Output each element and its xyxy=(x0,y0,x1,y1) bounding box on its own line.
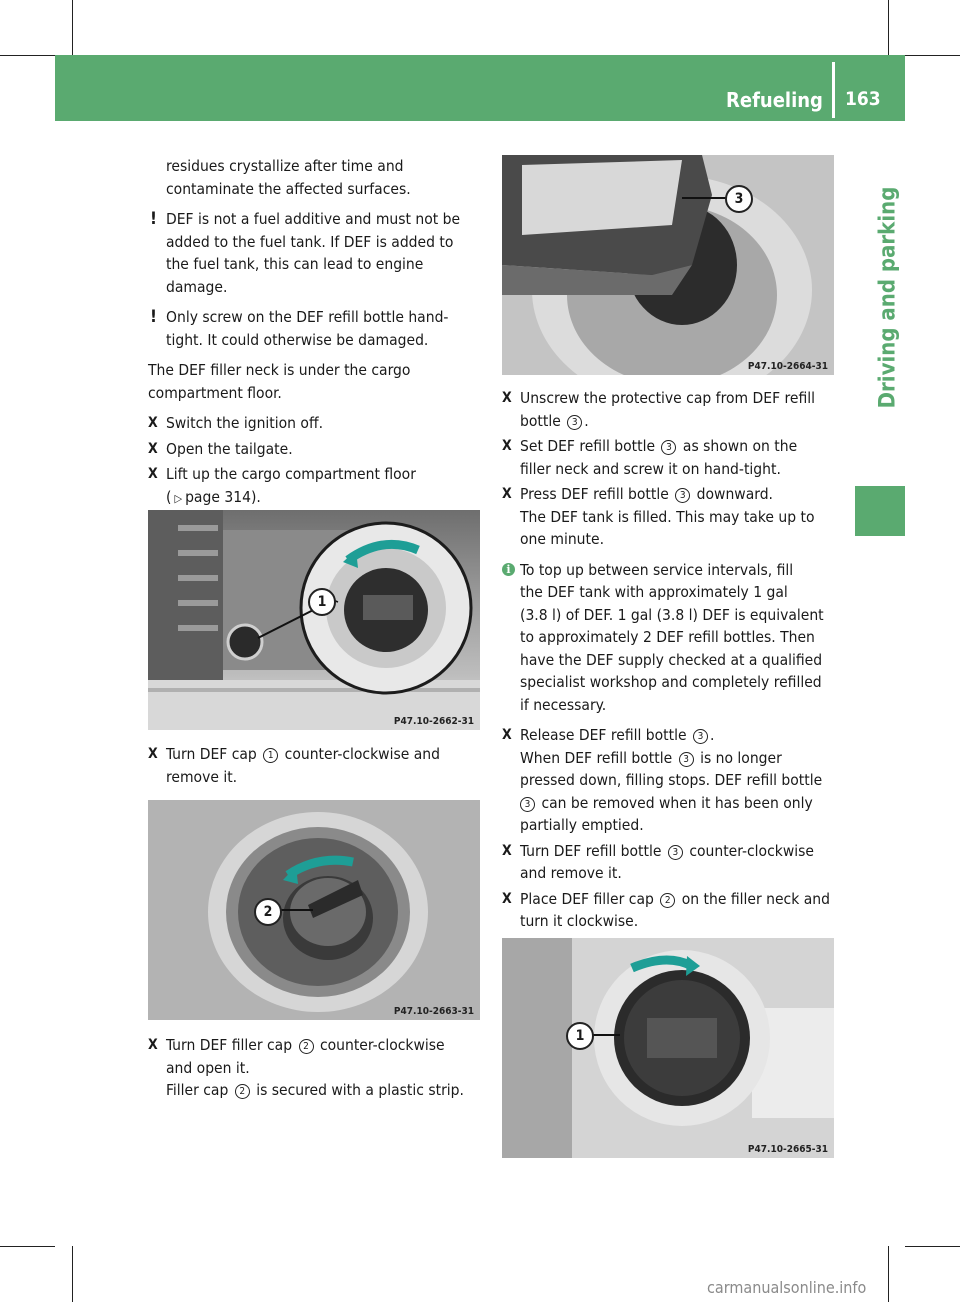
step-item: X Set DEF refill bottle 3 as shown on the filler neck and screw it on hand-tight. xyxy=(502,435,842,480)
text-line: To top up between service intervals, fill xyxy=(520,560,794,579)
step-item xyxy=(148,438,483,461)
page-number: 163 xyxy=(845,88,881,110)
warning-note xyxy=(148,306,483,351)
step-item: X Press DEF refill bottle 3 downward. The DEF tank is filled. This may take up to one minute. xyxy=(502,483,842,551)
step-marker-icon: X xyxy=(502,890,512,907)
page-ref-icon: ▷ xyxy=(174,491,183,505)
figure-refill-bottle xyxy=(502,155,834,375)
right-column-text xyxy=(502,387,842,933)
info-icon: i xyxy=(502,563,515,576)
text-line: remove it. xyxy=(166,767,238,786)
text-line: specialist workshop and completely refilled xyxy=(520,673,822,691)
crop-mark xyxy=(905,55,960,56)
chapter-tab xyxy=(858,140,904,470)
left-column-mid xyxy=(148,743,483,788)
figure-cargo-floor xyxy=(148,510,480,730)
text-line: turn it clockwise. xyxy=(520,912,639,930)
callout-2: 2 xyxy=(254,898,282,926)
step-item: X Turn DEF cap 1 counter-clockwise and remove it. xyxy=(148,743,483,788)
ref-number-2: 2 xyxy=(235,1084,250,1099)
left-column-top xyxy=(148,155,483,510)
ref-number-3: 3 xyxy=(567,415,582,430)
text-line: to approximately 2 DEF refill bottles. Then xyxy=(520,628,815,646)
step-item: X Unscrew the protective cap from DEF refill bottle 3 . xyxy=(502,387,842,432)
text-line: the DEF tank with approximately 1 gal xyxy=(520,583,788,601)
step-item xyxy=(148,412,483,435)
figure-code: P47.10-2662-31 xyxy=(393,716,474,727)
step-marker-icon: X xyxy=(502,438,512,454)
text-line: residues crystallize after time and xyxy=(166,157,404,175)
text-line: tight. It could otherwise be damaged. xyxy=(166,330,429,349)
section-title: Refueling xyxy=(726,88,823,112)
ref-number-3: 3 xyxy=(679,752,694,767)
crop-mark xyxy=(888,0,889,55)
text-line: contaminate the affected surfaces. xyxy=(166,179,411,198)
ref-number-3: 3 xyxy=(675,488,690,503)
figure-cap-closing xyxy=(502,938,834,1158)
warning-icon: ! xyxy=(150,209,157,229)
text-line: and remove it. xyxy=(520,864,622,882)
ref-number-1: 1 xyxy=(263,748,278,763)
step-item: X Release DEF refill bottle 3 . When DEF refill bottle 3 is no longer pressed down, filling stops. DEF refill bottle 3 can be removed when it has been only partially emptied. xyxy=(502,724,842,837)
text-line: if necessary. xyxy=(520,695,607,714)
text-line: The DEF tank is filled. This may take up to xyxy=(520,507,815,526)
step-marker-icon: X xyxy=(502,390,512,406)
text-line: Open the tailgate. xyxy=(166,439,293,458)
chapter-tab-marker xyxy=(855,486,905,536)
step-marker-icon: X xyxy=(148,746,158,762)
crop-mark xyxy=(72,1246,73,1302)
text-line: added to the fuel tank. If DEF is added to xyxy=(166,232,454,251)
callout-3: 3 xyxy=(725,185,753,213)
text-line: filler neck and screw it on hand-tight. xyxy=(520,459,781,478)
chapter-tab-label: Driving and parking xyxy=(875,186,901,409)
text-line: damage. xyxy=(166,277,228,296)
refill-bottle-illustration xyxy=(502,155,834,375)
ref-number-3: 3 xyxy=(661,440,676,455)
step-marker-icon: X xyxy=(148,440,158,457)
text-line: DEF is not a fuel additive and must not be xyxy=(166,210,461,228)
left-column-bottom xyxy=(148,1034,488,1102)
step-item: X Turn DEF filler cap 2 counter-clockwise and open it. Filler cap 2 is secured with a plastic strip. xyxy=(148,1034,488,1102)
page-reference[interactable]: ( ▷ page 314). xyxy=(166,487,261,506)
header-separator xyxy=(832,62,835,118)
text-line: Unscrew the protective cap from DEF refill xyxy=(520,389,816,407)
crop-mark xyxy=(905,1246,960,1247)
callout-1: 1 xyxy=(308,588,336,616)
step-marker-icon: X xyxy=(148,466,158,482)
crop-mark xyxy=(72,0,73,55)
text-line: pressed down, filling stops. DEF refill bottle xyxy=(520,771,823,789)
text-line: Switch the ignition off. xyxy=(166,414,323,432)
text-line: The DEF filler neck is under the cargo xyxy=(148,361,411,379)
warning-icon: ! xyxy=(150,307,157,327)
text-line: have the DEF supply checked at a qualified xyxy=(520,650,823,669)
step-marker-icon: X xyxy=(148,415,158,431)
ref-number-2: 2 xyxy=(299,1039,314,1054)
watermark: carmanualsonline.info xyxy=(707,1278,867,1297)
step-item: X Place DEF filler cap 2 on the filler neck and turn it clockwise. xyxy=(502,888,842,933)
text-line: Lift up the cargo compartment floor xyxy=(166,465,416,483)
callout-1: 1 xyxy=(566,1022,594,1050)
text-line: Only screw on the DEF refill bottle hand- xyxy=(166,308,449,326)
text-line: partially emptied. xyxy=(520,816,644,834)
info-note xyxy=(502,559,842,717)
step-marker-icon: X xyxy=(502,486,512,502)
warning-note xyxy=(148,208,483,298)
crop-mark xyxy=(0,55,55,56)
text-line: and open it. xyxy=(166,1058,250,1077)
text-line: one minute. xyxy=(520,530,604,548)
crop-mark xyxy=(0,1246,55,1247)
figure-code: P47.10-2663-31 xyxy=(393,1006,474,1017)
figure-filler-cap xyxy=(148,800,480,1020)
ref-number-3: 3 xyxy=(520,797,535,812)
text-line: compartment floor. xyxy=(148,383,282,402)
step-marker-icon: X xyxy=(148,1037,158,1053)
step-marker-icon: X xyxy=(502,727,512,743)
crop-mark xyxy=(888,1246,889,1302)
text-line: (3.8 l) of DEF. 1 gal (3.8 l) DEF is equivalent xyxy=(520,605,824,624)
step-marker-icon: X xyxy=(502,842,512,859)
step-item: X Turn DEF refill bottle 3 counter-clockwise and remove it. xyxy=(502,840,842,885)
figure-code: P47.10-2665-31 xyxy=(747,1144,828,1155)
text-line: the fuel tank, this can lead to engine xyxy=(166,255,424,273)
ref-number-3: 3 xyxy=(668,845,683,860)
ref-number-3: 3 xyxy=(693,729,708,744)
cap-closing-illustration xyxy=(502,938,834,1158)
ref-number-2: 2 xyxy=(660,893,675,908)
filler-cap-illustration xyxy=(148,800,480,1020)
cargo-floor-illustration xyxy=(148,510,480,730)
figure-code: P47.10-2664-31 xyxy=(747,361,828,372)
step-item xyxy=(148,463,483,510)
